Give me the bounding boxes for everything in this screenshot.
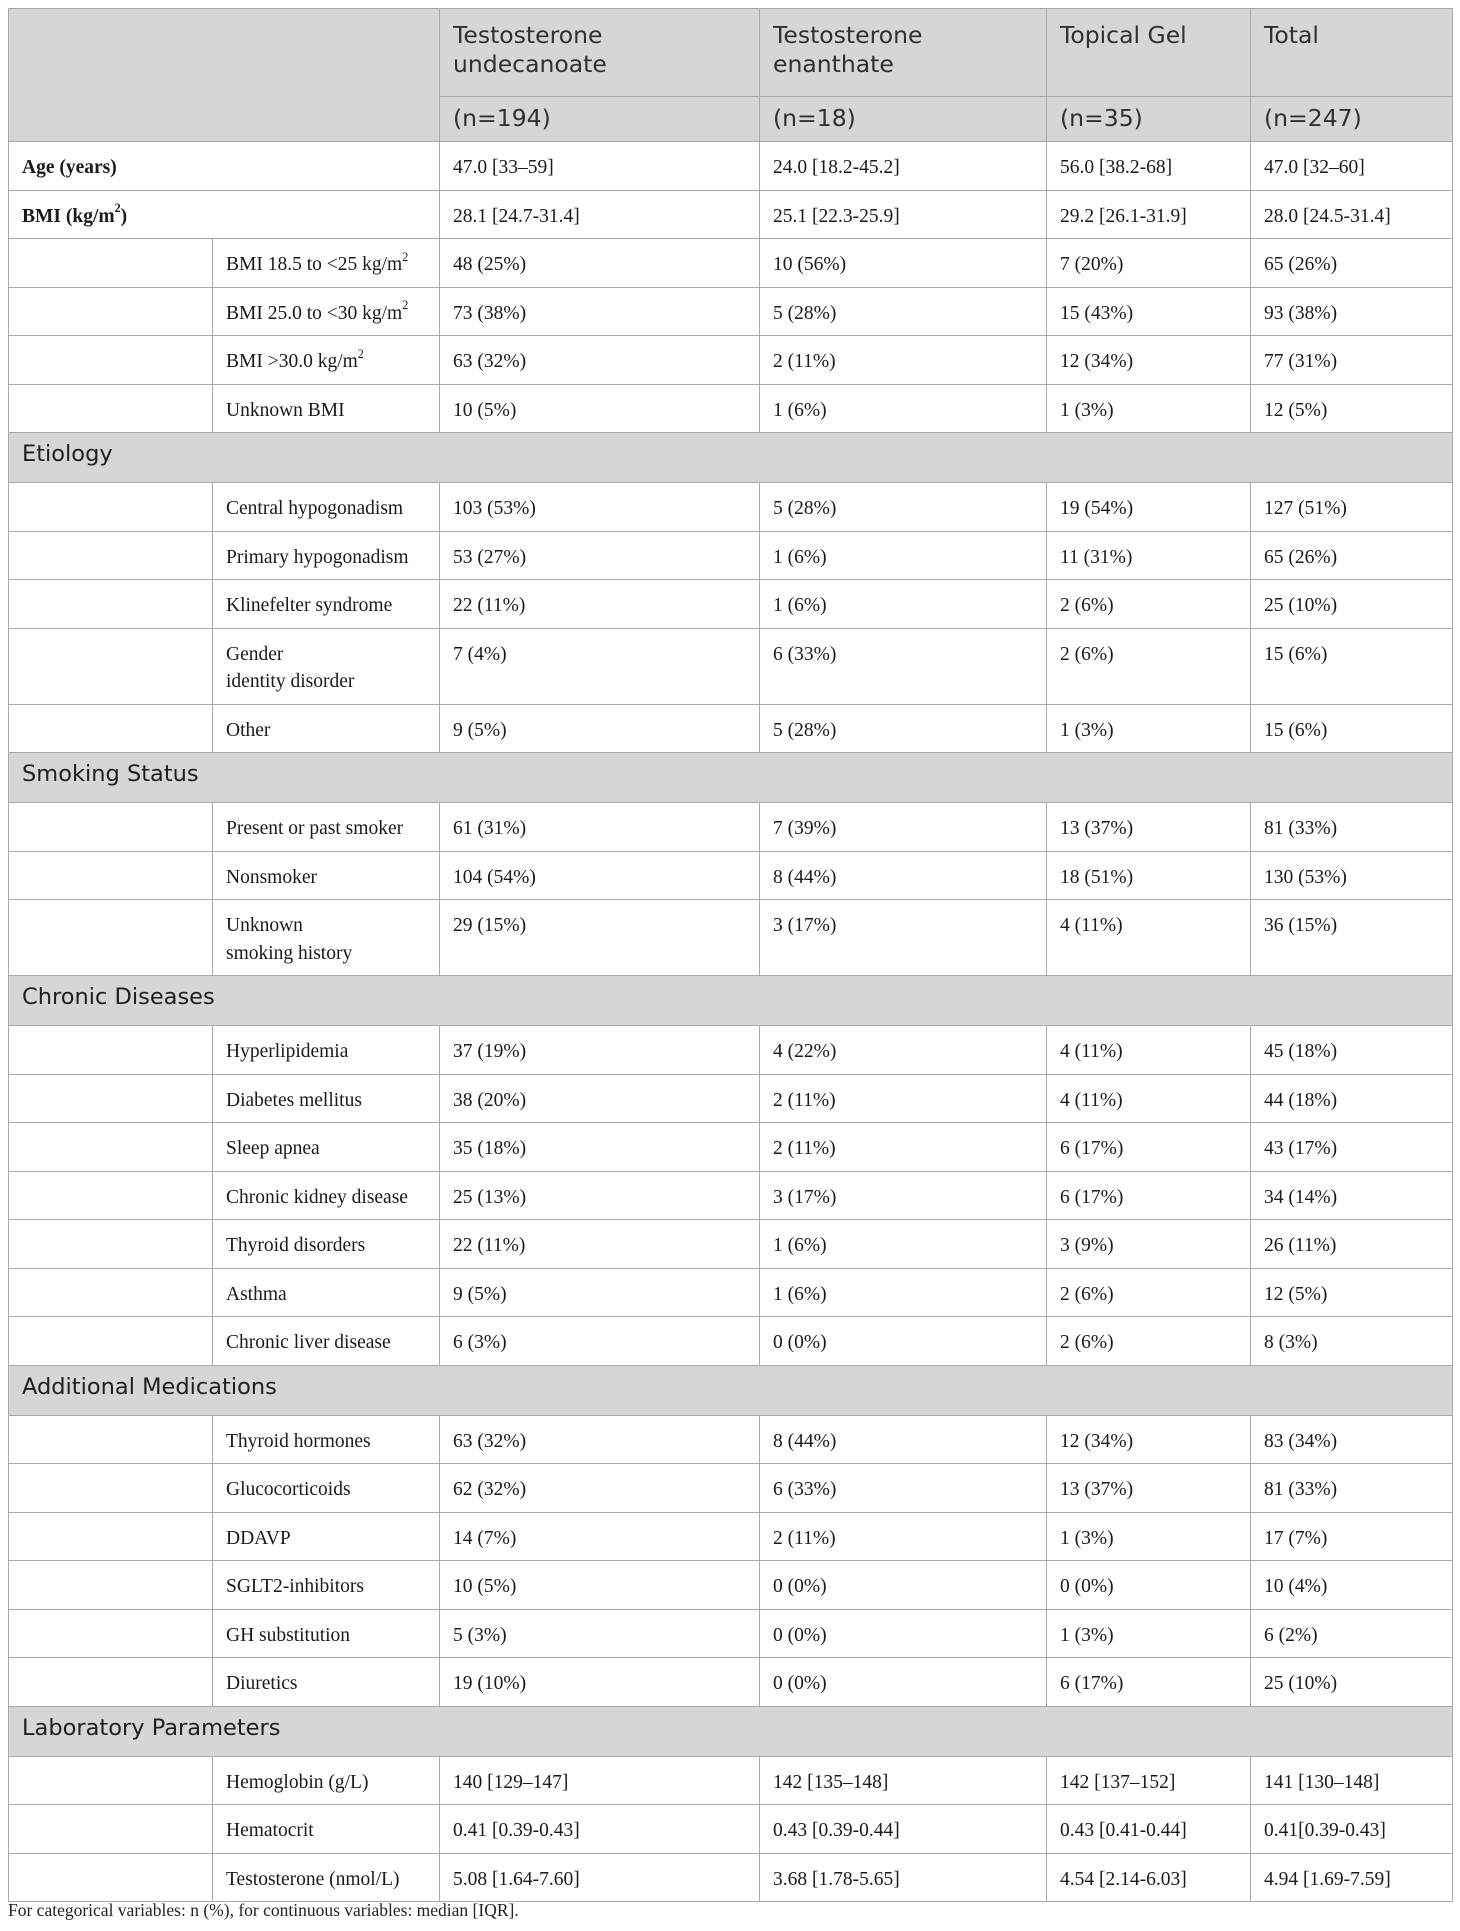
row-label xyxy=(213,239,440,288)
indent-cell xyxy=(9,851,213,900)
header-n-total: (n=247) xyxy=(1251,97,1453,142)
row-label-text: Age (years) xyxy=(22,157,117,178)
section-header-row xyxy=(9,753,1453,803)
indent-cell xyxy=(9,1658,213,1707)
table-row xyxy=(9,1415,1453,1464)
row-label xyxy=(213,1220,440,1269)
table-cell: 140 [129–147] xyxy=(440,1756,760,1805)
table-cell: 1 (6%) xyxy=(760,384,1047,433)
table-row xyxy=(9,287,1453,336)
table-cell: 22 (11%) xyxy=(440,1220,760,1269)
indent-cell xyxy=(9,1026,213,1075)
section-title: Additional Medications xyxy=(9,1365,1453,1415)
table-row xyxy=(9,1609,1453,1658)
row-label xyxy=(213,336,440,385)
table-cell: 0 (0%) xyxy=(760,1658,1047,1707)
table-cell: 18 (51%) xyxy=(1047,851,1251,900)
row-label xyxy=(213,1609,440,1658)
table-cell: 13 (37%) xyxy=(1047,803,1251,852)
row-label-text: SGLT2-inhibitors xyxy=(226,1576,364,1597)
table-cell: 47.0 [33–59] xyxy=(440,142,760,191)
row-label xyxy=(9,190,440,239)
row-label xyxy=(213,287,440,336)
table-cell: 5 (28%) xyxy=(760,483,1047,532)
table-cell: 2 (11%) xyxy=(760,1512,1047,1561)
table-row xyxy=(9,628,1453,704)
row-label-text: Thyroid disorders xyxy=(226,1235,366,1256)
table-row xyxy=(9,580,1453,629)
section-title: Laboratory Parameters xyxy=(9,1706,1453,1756)
row-label-text: BMI >30.0 kg/m xyxy=(226,351,358,372)
table-cell: 45 (18%) xyxy=(1251,1026,1453,1075)
row-label-text: Chronic liver disease xyxy=(226,1332,391,1353)
table-row xyxy=(9,1853,1453,1902)
table-row xyxy=(9,531,1453,580)
row-label-text: Sleep apnea xyxy=(226,1138,320,1159)
table-cell: 34 (14%) xyxy=(1251,1171,1453,1220)
table-cell: 6 (17%) xyxy=(1047,1171,1251,1220)
row-label xyxy=(213,1464,440,1513)
table-cell: 0 (0%) xyxy=(1047,1561,1251,1610)
table-cell: 1 (3%) xyxy=(1047,704,1251,753)
row-label-text: Thyroid hormones xyxy=(226,1430,371,1452)
table-cell: 19 (10%) xyxy=(440,1658,760,1707)
table-cell: 15 (43%) xyxy=(1047,287,1251,336)
table-cell: 81 (33%) xyxy=(1251,1464,1453,1513)
row-label-text: Diabetes mellitus xyxy=(226,1089,362,1111)
table-cell: 0.43 [0.41-0.44] xyxy=(1047,1805,1251,1854)
table-row xyxy=(9,1512,1453,1561)
indent-cell xyxy=(9,704,213,753)
row-label xyxy=(213,803,440,852)
row-label-text: GH substitution xyxy=(226,1624,351,1646)
table-row xyxy=(9,1464,1453,1513)
table-cell: 130 (53%) xyxy=(1251,851,1453,900)
table-cell: 8 (3%) xyxy=(1251,1317,1453,1366)
table-cell: 1 (6%) xyxy=(760,531,1047,580)
table-cell: 63 (32%) xyxy=(440,1415,760,1464)
row-label xyxy=(213,1268,440,1317)
row-label xyxy=(213,531,440,580)
table-row xyxy=(9,1074,1453,1123)
table-cell: 2 (6%) xyxy=(1047,1268,1251,1317)
table-cell: 61 (31%) xyxy=(440,803,760,852)
row-label-text: Nonsmoker xyxy=(226,866,317,888)
table-cell: 44 (18%) xyxy=(1251,1074,1453,1123)
row-label xyxy=(213,1658,440,1707)
row-label-text: Unknown BMI xyxy=(226,399,345,421)
indent-cell xyxy=(9,287,213,336)
table-cell: 25.1 [22.3-25.9] xyxy=(760,190,1047,239)
row-label-text: Asthma xyxy=(226,1283,287,1305)
table-row xyxy=(9,1123,1453,1172)
table-cell: 1 (6%) xyxy=(760,1220,1047,1269)
row-label xyxy=(213,900,440,976)
table-cell: 25 (10%) xyxy=(1251,1658,1453,1707)
row-label-text: DDAVP xyxy=(226,1527,291,1549)
table-cell: 6 (17%) xyxy=(1047,1123,1251,1172)
table-cell: 12 (34%) xyxy=(1047,1415,1251,1464)
row-label xyxy=(213,580,440,629)
table-row xyxy=(9,1171,1453,1220)
table-row xyxy=(9,803,1453,852)
table-cell: 4.54 [2.14-6.03] xyxy=(1047,1853,1251,1902)
table-cell: 25 (13%) xyxy=(440,1171,760,1220)
table-row xyxy=(9,384,1453,433)
table-cell: 1 (6%) xyxy=(760,1268,1047,1317)
section-title: Etiology xyxy=(9,433,1453,483)
row-label-suffix: ) xyxy=(120,205,128,227)
table-cell: 17 (7%) xyxy=(1251,1512,1453,1561)
table-cell: 62 (32%) xyxy=(440,1464,760,1513)
indent-cell xyxy=(9,1609,213,1658)
table-cell: 2 (6%) xyxy=(1047,628,1251,704)
table-cell: 2 (11%) xyxy=(760,1123,1047,1172)
table-row xyxy=(9,1756,1453,1805)
row-label-text: Hyperlipidemia xyxy=(226,1041,349,1062)
table-footnote: For categorical variables: n (%), for continuous variables: median [IQR]. xyxy=(8,1900,519,1920)
row-label-text: Klinefelter syndrome xyxy=(226,595,393,616)
table-cell: 3 (17%) xyxy=(760,900,1047,976)
table-cell: 127 (51%) xyxy=(1251,483,1453,532)
table-cell: 65 (26%) xyxy=(1251,531,1453,580)
row-label xyxy=(213,1026,440,1075)
table-row xyxy=(9,1317,1453,1366)
row-label xyxy=(213,1853,440,1902)
section-title: Chronic Diseases xyxy=(9,976,1453,1026)
section-header-row xyxy=(9,1365,1453,1415)
table-cell: 35 (18%) xyxy=(440,1123,760,1172)
table-cell: 12 (5%) xyxy=(1251,1268,1453,1317)
row-label xyxy=(213,1123,440,1172)
header-n-enanthate: (n=18) xyxy=(760,97,1047,142)
section-header-row xyxy=(9,1706,1453,1756)
table-cell: 24.0 [18.2-45.2] xyxy=(760,142,1047,191)
table-cell: 4 (11%) xyxy=(1047,900,1251,976)
row-label xyxy=(213,384,440,433)
table-cell: 104 (54%) xyxy=(440,851,760,900)
table-cell: 2 (11%) xyxy=(760,1074,1047,1123)
table-cell: 28.1 [24.7-31.4] xyxy=(440,190,760,239)
row-label-text: Testosterone (nmol/L) xyxy=(226,1868,400,1890)
table-cell: 29 (15%) xyxy=(440,900,760,976)
row-label xyxy=(213,1756,440,1805)
indent-cell xyxy=(9,803,213,852)
row-label xyxy=(9,142,440,191)
header-n-gel: (n=35) xyxy=(1047,97,1251,142)
row-label xyxy=(213,1512,440,1561)
indent-cell xyxy=(9,1123,213,1172)
indent-cell xyxy=(9,900,213,976)
table-cell: 73 (38%) xyxy=(440,287,760,336)
indent-cell xyxy=(9,384,213,433)
table-cell: 65 (26%) xyxy=(1251,239,1453,288)
indent-cell xyxy=(9,1512,213,1561)
table-cell: 12 (34%) xyxy=(1047,336,1251,385)
row-label-text: Unknown xyxy=(226,915,303,936)
row-label-text: Present or past smoker xyxy=(226,818,404,839)
table-cell: 5 (3%) xyxy=(440,1609,760,1658)
table-cell: 63 (32%) xyxy=(440,336,760,385)
table-cell: 10 (5%) xyxy=(440,384,760,433)
section-title: Smoking Status xyxy=(9,753,1453,803)
table-cell: 6 (3%) xyxy=(440,1317,760,1366)
table-cell: 142 [137–152] xyxy=(1047,1756,1251,1805)
table-body xyxy=(9,142,1453,1902)
table-row xyxy=(9,900,1453,976)
table-cell: 14 (7%) xyxy=(440,1512,760,1561)
table-cell: 3 (9%) xyxy=(1047,1220,1251,1269)
table-cell: 3.68 [1.78-5.65] xyxy=(760,1853,1047,1902)
row-label-text: Hematocrit xyxy=(226,1820,314,1841)
table-cell: 0.43 [0.39-0.44] xyxy=(760,1805,1047,1854)
table-cell: 29.2 [26.1-31.9] xyxy=(1047,190,1251,239)
table-cell: 0.41 [0.39-0.43] xyxy=(440,1805,760,1854)
table-cell: 2 (6%) xyxy=(1047,580,1251,629)
table-cell: 53 (27%) xyxy=(440,531,760,580)
row-label-text: BMI 25.0 to <30 kg/m xyxy=(226,302,403,324)
row-label xyxy=(213,1317,440,1366)
row-label-sup: 2 xyxy=(402,298,409,313)
table-header xyxy=(9,9,1453,142)
row-label xyxy=(213,851,440,900)
table-cell: 48 (25%) xyxy=(440,239,760,288)
characteristics-table xyxy=(8,8,1453,1902)
table-cell: 141 [130–148] xyxy=(1251,1756,1453,1805)
row-label-text: BMI 18.5 to <25 kg/m xyxy=(226,254,403,275)
table-cell: 19 (54%) xyxy=(1047,483,1251,532)
indent-cell xyxy=(9,1268,213,1317)
indent-cell xyxy=(9,1220,213,1269)
row-label-text: Chronic kidney disease xyxy=(226,1186,408,1208)
row-label-text-line2: identity disorder xyxy=(226,671,355,692)
table-cell: 4.94 [1.69-7.59] xyxy=(1251,1853,1453,1902)
table-row xyxy=(9,1220,1453,1269)
row-label xyxy=(213,704,440,753)
row-label-text: Gender xyxy=(226,643,284,665)
section-header-row xyxy=(9,433,1453,483)
table-cell: 36 (15%) xyxy=(1251,900,1453,976)
indent-cell xyxy=(9,1317,213,1366)
table-row xyxy=(9,239,1453,288)
table-cell: 0 (0%) xyxy=(760,1317,1047,1366)
table-row xyxy=(9,851,1453,900)
table-cell: 81 (33%) xyxy=(1251,803,1453,852)
header-total: Total xyxy=(1251,9,1453,97)
table-row xyxy=(9,1561,1453,1610)
indent-cell xyxy=(9,1756,213,1805)
table-cell: 10 (4%) xyxy=(1251,1561,1453,1610)
indent-cell xyxy=(9,628,213,704)
table-cell: 1 (6%) xyxy=(760,580,1047,629)
table-row xyxy=(9,1268,1453,1317)
table-cell: 5 (28%) xyxy=(760,704,1047,753)
row-label-text: Primary hypogonadism xyxy=(226,546,409,568)
table-cell: 28.0 [24.5-31.4] xyxy=(1251,190,1453,239)
table-row xyxy=(9,1026,1453,1075)
row-label-text: Other xyxy=(226,719,271,741)
row-label-text: Diuretics xyxy=(226,1673,298,1694)
table-cell: 25 (10%) xyxy=(1251,580,1453,629)
table-cell: 47.0 [32–60] xyxy=(1251,142,1453,191)
indent-cell xyxy=(9,1805,213,1854)
table-cell: 3 (17%) xyxy=(760,1171,1047,1220)
table-row xyxy=(9,1805,1453,1854)
row-label xyxy=(213,1561,440,1610)
table-cell: 4 (11%) xyxy=(1047,1026,1251,1075)
row-label-text: Central hypogonadism xyxy=(226,498,404,519)
row-label xyxy=(213,628,440,704)
table-cell: 1 (3%) xyxy=(1047,1512,1251,1561)
table-cell: 5.08 [1.64-7.60] xyxy=(440,1853,760,1902)
table-row xyxy=(9,1658,1453,1707)
indent-cell xyxy=(9,1561,213,1610)
header-gel: Topical Gel xyxy=(1047,9,1251,97)
table-cell: 7 (39%) xyxy=(760,803,1047,852)
table-cell: 2 (11%) xyxy=(760,336,1047,385)
row-label xyxy=(213,1171,440,1220)
table-cell: 142 [135–148] xyxy=(760,1756,1047,1805)
table-cell: 9 (5%) xyxy=(440,704,760,753)
table-cell: 2 (6%) xyxy=(1047,1317,1251,1366)
table-cell: 8 (44%) xyxy=(760,851,1047,900)
table-cell: 1 (3%) xyxy=(1047,1609,1251,1658)
indent-cell xyxy=(9,483,213,532)
row-label xyxy=(213,1805,440,1854)
header-n-undecanoate: (n=194) xyxy=(440,97,760,142)
table-cell: 22 (11%) xyxy=(440,580,760,629)
header-undecanoate: Testosterone undecanoate xyxy=(440,9,760,97)
table-cell: 15 (6%) xyxy=(1251,628,1453,704)
section-header-row xyxy=(9,976,1453,1026)
table-cell: 6 (33%) xyxy=(760,628,1047,704)
table-cell: 56.0 [38.2-68] xyxy=(1047,142,1251,191)
table-cell: 11 (31%) xyxy=(1047,531,1251,580)
row-label-text: Glucocorticoids xyxy=(226,1479,351,1500)
table-cell: 10 (5%) xyxy=(440,1561,760,1610)
table-cell: 83 (34%) xyxy=(1251,1415,1453,1464)
table-cell: 0 (0%) xyxy=(760,1561,1047,1610)
indent-cell xyxy=(9,531,213,580)
row-label-sup: 2 xyxy=(357,346,364,361)
table-cell: 13 (37%) xyxy=(1047,1464,1251,1513)
table-cell: 38 (20%) xyxy=(440,1074,760,1123)
row-label xyxy=(213,1074,440,1123)
table-cell: 37 (19%) xyxy=(440,1026,760,1075)
table-row xyxy=(9,704,1453,753)
characteristics-table-container xyxy=(8,8,1452,1902)
indent-cell xyxy=(9,1074,213,1123)
table-cell: 77 (31%) xyxy=(1251,336,1453,385)
table-cell: 6 (33%) xyxy=(760,1464,1047,1513)
table-row xyxy=(9,190,1453,239)
indent-cell xyxy=(9,239,213,288)
row-label-text: BMI (kg/m xyxy=(22,205,115,227)
row-label xyxy=(213,1415,440,1464)
table-cell: 0 (0%) xyxy=(760,1609,1047,1658)
table-cell: 5 (28%) xyxy=(760,287,1047,336)
indent-cell xyxy=(9,1171,213,1220)
table-cell: 93 (38%) xyxy=(1251,287,1453,336)
table-cell: 9 (5%) xyxy=(440,1268,760,1317)
table-cell: 43 (17%) xyxy=(1251,1123,1453,1172)
table-cell: 7 (4%) xyxy=(440,628,760,704)
table-cell: 4 (11%) xyxy=(1047,1074,1251,1123)
row-label-sup: 2 xyxy=(114,201,121,216)
indent-cell xyxy=(9,1415,213,1464)
indent-cell xyxy=(9,336,213,385)
table-cell: 7 (20%) xyxy=(1047,239,1251,288)
table-cell: 10 (56%) xyxy=(760,239,1047,288)
table-cell: 12 (5%) xyxy=(1251,384,1453,433)
row-label-text: Hemoglobin (g/L) xyxy=(226,1771,369,1793)
row-label xyxy=(213,483,440,532)
table-cell: 103 (53%) xyxy=(440,483,760,532)
table-row xyxy=(9,142,1453,191)
row-label-sup: 2 xyxy=(402,249,409,264)
table-cell: 15 (6%) xyxy=(1251,704,1453,753)
table-cell: 26 (11%) xyxy=(1251,1220,1453,1269)
table-cell: 6 (2%) xyxy=(1251,1609,1453,1658)
indent-cell xyxy=(9,580,213,629)
header-enanthate: Testosterone enanthate xyxy=(760,9,1047,97)
table-row xyxy=(9,336,1453,385)
table-cell: 4 (22%) xyxy=(760,1026,1047,1075)
table-cell: 1 (3%) xyxy=(1047,384,1251,433)
header-blank-cell xyxy=(9,9,440,142)
table-cell: 8 (44%) xyxy=(760,1415,1047,1464)
indent-cell xyxy=(9,1464,213,1513)
table-cell: 6 (17%) xyxy=(1047,1658,1251,1707)
row-label-text-line2: smoking history xyxy=(226,942,353,964)
table-row xyxy=(9,483,1453,532)
table-cell: 0.41[0.39-0.43] xyxy=(1251,1805,1453,1854)
indent-cell xyxy=(9,1853,213,1902)
